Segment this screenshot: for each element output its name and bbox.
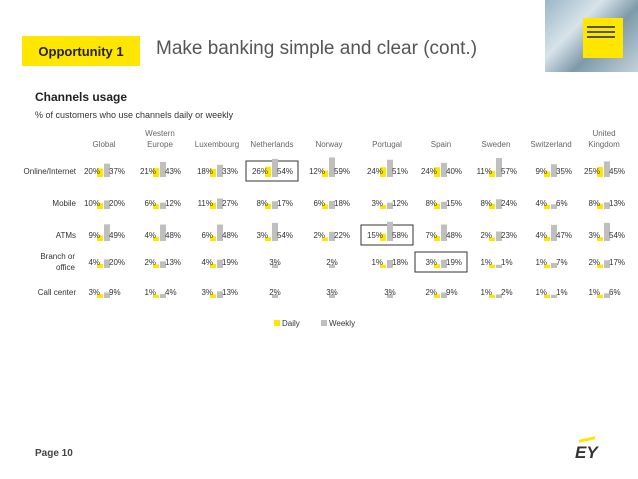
daily-label: 8% [425, 199, 437, 208]
weekly-label: 24% [501, 199, 518, 208]
weekly-label: 47% [556, 231, 573, 240]
daily-label: 4% [88, 258, 100, 267]
daily-label: 9% [535, 167, 547, 176]
daily-label: 1% [371, 258, 383, 267]
daily-label: 15% [366, 231, 383, 240]
daily-label: 3% [425, 258, 437, 267]
weekly-label: 12% [165, 199, 182, 208]
daily-label: 26% [251, 167, 268, 176]
daily-label: 12% [308, 167, 325, 176]
weekly-label: 54% [609, 231, 626, 240]
column-header-norway: Norway [315, 140, 343, 149]
daily-label: 4% [535, 199, 547, 208]
weekly-label: 19% [446, 258, 463, 267]
opportunity-tag: Opportunity 1 [22, 36, 140, 66]
legend-daily-swatch [274, 320, 280, 326]
weekly-label: 33% [222, 167, 239, 176]
daily-label: 2% [313, 231, 325, 240]
column-header-luxembourg: Luxembourg [194, 140, 240, 149]
daily-label: 1% [535, 288, 547, 297]
legend-daily-label: Daily [282, 319, 300, 328]
daily-label: 6% [144, 199, 156, 208]
page-title: Make banking simple and clear (cont.) [156, 38, 478, 59]
row-label-branch: office [56, 263, 75, 272]
weekly-label: 49% [109, 231, 126, 240]
weekly-label: 13% [222, 288, 239, 297]
daily-label: 11% [476, 167, 492, 176]
row-label-mobile: Mobile [52, 199, 76, 208]
weekly-label: 57% [501, 167, 518, 176]
weekly-label: 9% [109, 288, 121, 297]
daily-label: 1% [480, 288, 492, 297]
weekly-label: 54% [277, 167, 294, 176]
weekly-label: 18% [392, 258, 409, 267]
weekly-label: 20% [109, 258, 126, 267]
row-label-branch: Branch or [40, 252, 75, 261]
daily-label: 1% [588, 288, 600, 297]
weekly-label: 17% [609, 258, 626, 267]
weekly-label: 59% [334, 167, 351, 176]
daily-label: 20% [83, 167, 100, 176]
weekly-label: 27% [222, 199, 239, 208]
daily-label: 24% [420, 167, 437, 176]
weekly-label: 15% [446, 199, 463, 208]
daily-label: 10% [83, 199, 100, 208]
ey-logo: EY [575, 443, 598, 462]
weekly-label: 1% [556, 288, 568, 297]
daily-label: 2% [480, 231, 492, 240]
weekly-label: 43% [165, 167, 182, 176]
weekly-label: 2% [501, 288, 513, 297]
weekly-label: 9% [446, 288, 458, 297]
column-header-united-kingdom: United [592, 129, 616, 138]
daily-label: 8% [588, 199, 600, 208]
daily-label: 2% [144, 258, 156, 267]
column-header-sweden: Sweden [481, 140, 511, 149]
weekly-label: 17% [277, 199, 294, 208]
row-label-atms: ATMs [55, 231, 76, 240]
daily-label: 7% [425, 231, 437, 240]
weekly-label: 19% [222, 258, 239, 267]
column-header-western-europe: Europe [147, 140, 173, 149]
weekly-label: 48% [165, 231, 182, 240]
weekly-label: 3% [326, 288, 338, 297]
daily-label: 21% [139, 167, 156, 176]
daily-label: 3% [371, 199, 383, 208]
weekly-label: 37% [109, 167, 126, 176]
column-header-united-kingdom: Kingdom [588, 140, 620, 149]
weekly-label: 48% [222, 231, 239, 240]
column-header-western-europe: Western [145, 129, 175, 138]
daily-label: 6% [201, 231, 213, 240]
daily-label: 24% [366, 167, 383, 176]
row-label-online-internet: Online/Internet [23, 167, 76, 176]
weekly-label: 1% [501, 258, 513, 267]
weekly-label: 6% [609, 288, 621, 297]
weekly-label: 12% [392, 199, 409, 208]
weekly-label: 20% [109, 199, 126, 208]
column-header-spain: Spain [430, 140, 452, 149]
weekly-label: 13% [609, 199, 626, 208]
column-header-switzerland: Switzerland [530, 140, 572, 149]
legend-weekly-swatch [321, 320, 327, 326]
daily-label: 3% [88, 288, 100, 297]
weekly-label: 2% [326, 258, 338, 267]
column-header-global: Global [92, 140, 116, 149]
daily-label: 2% [425, 288, 437, 297]
weekly-label: 58% [392, 231, 409, 240]
weekly-label: 6% [556, 199, 568, 208]
weekly-label: 22% [334, 231, 351, 240]
daily-label: 3% [201, 288, 213, 297]
daily-label: 8% [480, 199, 492, 208]
daily-label: 11% [197, 199, 213, 208]
daily-label: 3% [256, 231, 268, 240]
column-header-portugal: Portugal [372, 140, 402, 149]
daily-label: 9% [88, 231, 100, 240]
chart-subtitle: Channels usage [35, 90, 128, 104]
daily-label: 1% [144, 288, 156, 297]
weekly-label: 48% [446, 231, 463, 240]
weekly-label: 3% [269, 258, 281, 267]
daily-label: 1% [480, 258, 492, 267]
weekly-label: 4% [165, 288, 177, 297]
weekly-label: 13% [165, 258, 182, 267]
daily-label: 18% [196, 167, 213, 176]
daily-label: 25% [583, 167, 600, 176]
weekly-label: 2% [269, 288, 281, 297]
daily-label: 4% [535, 231, 547, 240]
weekly-label: 7% [556, 258, 568, 267]
daily-label: 2% [588, 258, 600, 267]
daily-label: 4% [201, 258, 213, 267]
chart-note: % of customers who use channels daily or weekly [35, 110, 234, 120]
weekly-label: 51% [392, 167, 409, 176]
weekly-label: 45% [609, 167, 626, 176]
weekly-label: 40% [446, 167, 463, 176]
page-number: Page 10 [35, 448, 73, 459]
weekly-label: 18% [334, 199, 351, 208]
daily-label: 3% [588, 231, 600, 240]
weekly-label: 54% [277, 231, 294, 240]
legend-weekly-label: Weekly [329, 319, 356, 328]
daily-label: 8% [256, 199, 268, 208]
column-header-netherlands: Netherlands [250, 140, 294, 149]
row-label-call-center: Call center [37, 288, 76, 297]
weekly-label: 23% [501, 231, 518, 240]
daily-label: 1% [535, 258, 547, 267]
weekly-label: 35% [556, 167, 573, 176]
daily-label: 4% [144, 231, 156, 240]
daily-label: 6% [313, 199, 325, 208]
weekly-label: 3% [384, 288, 396, 297]
